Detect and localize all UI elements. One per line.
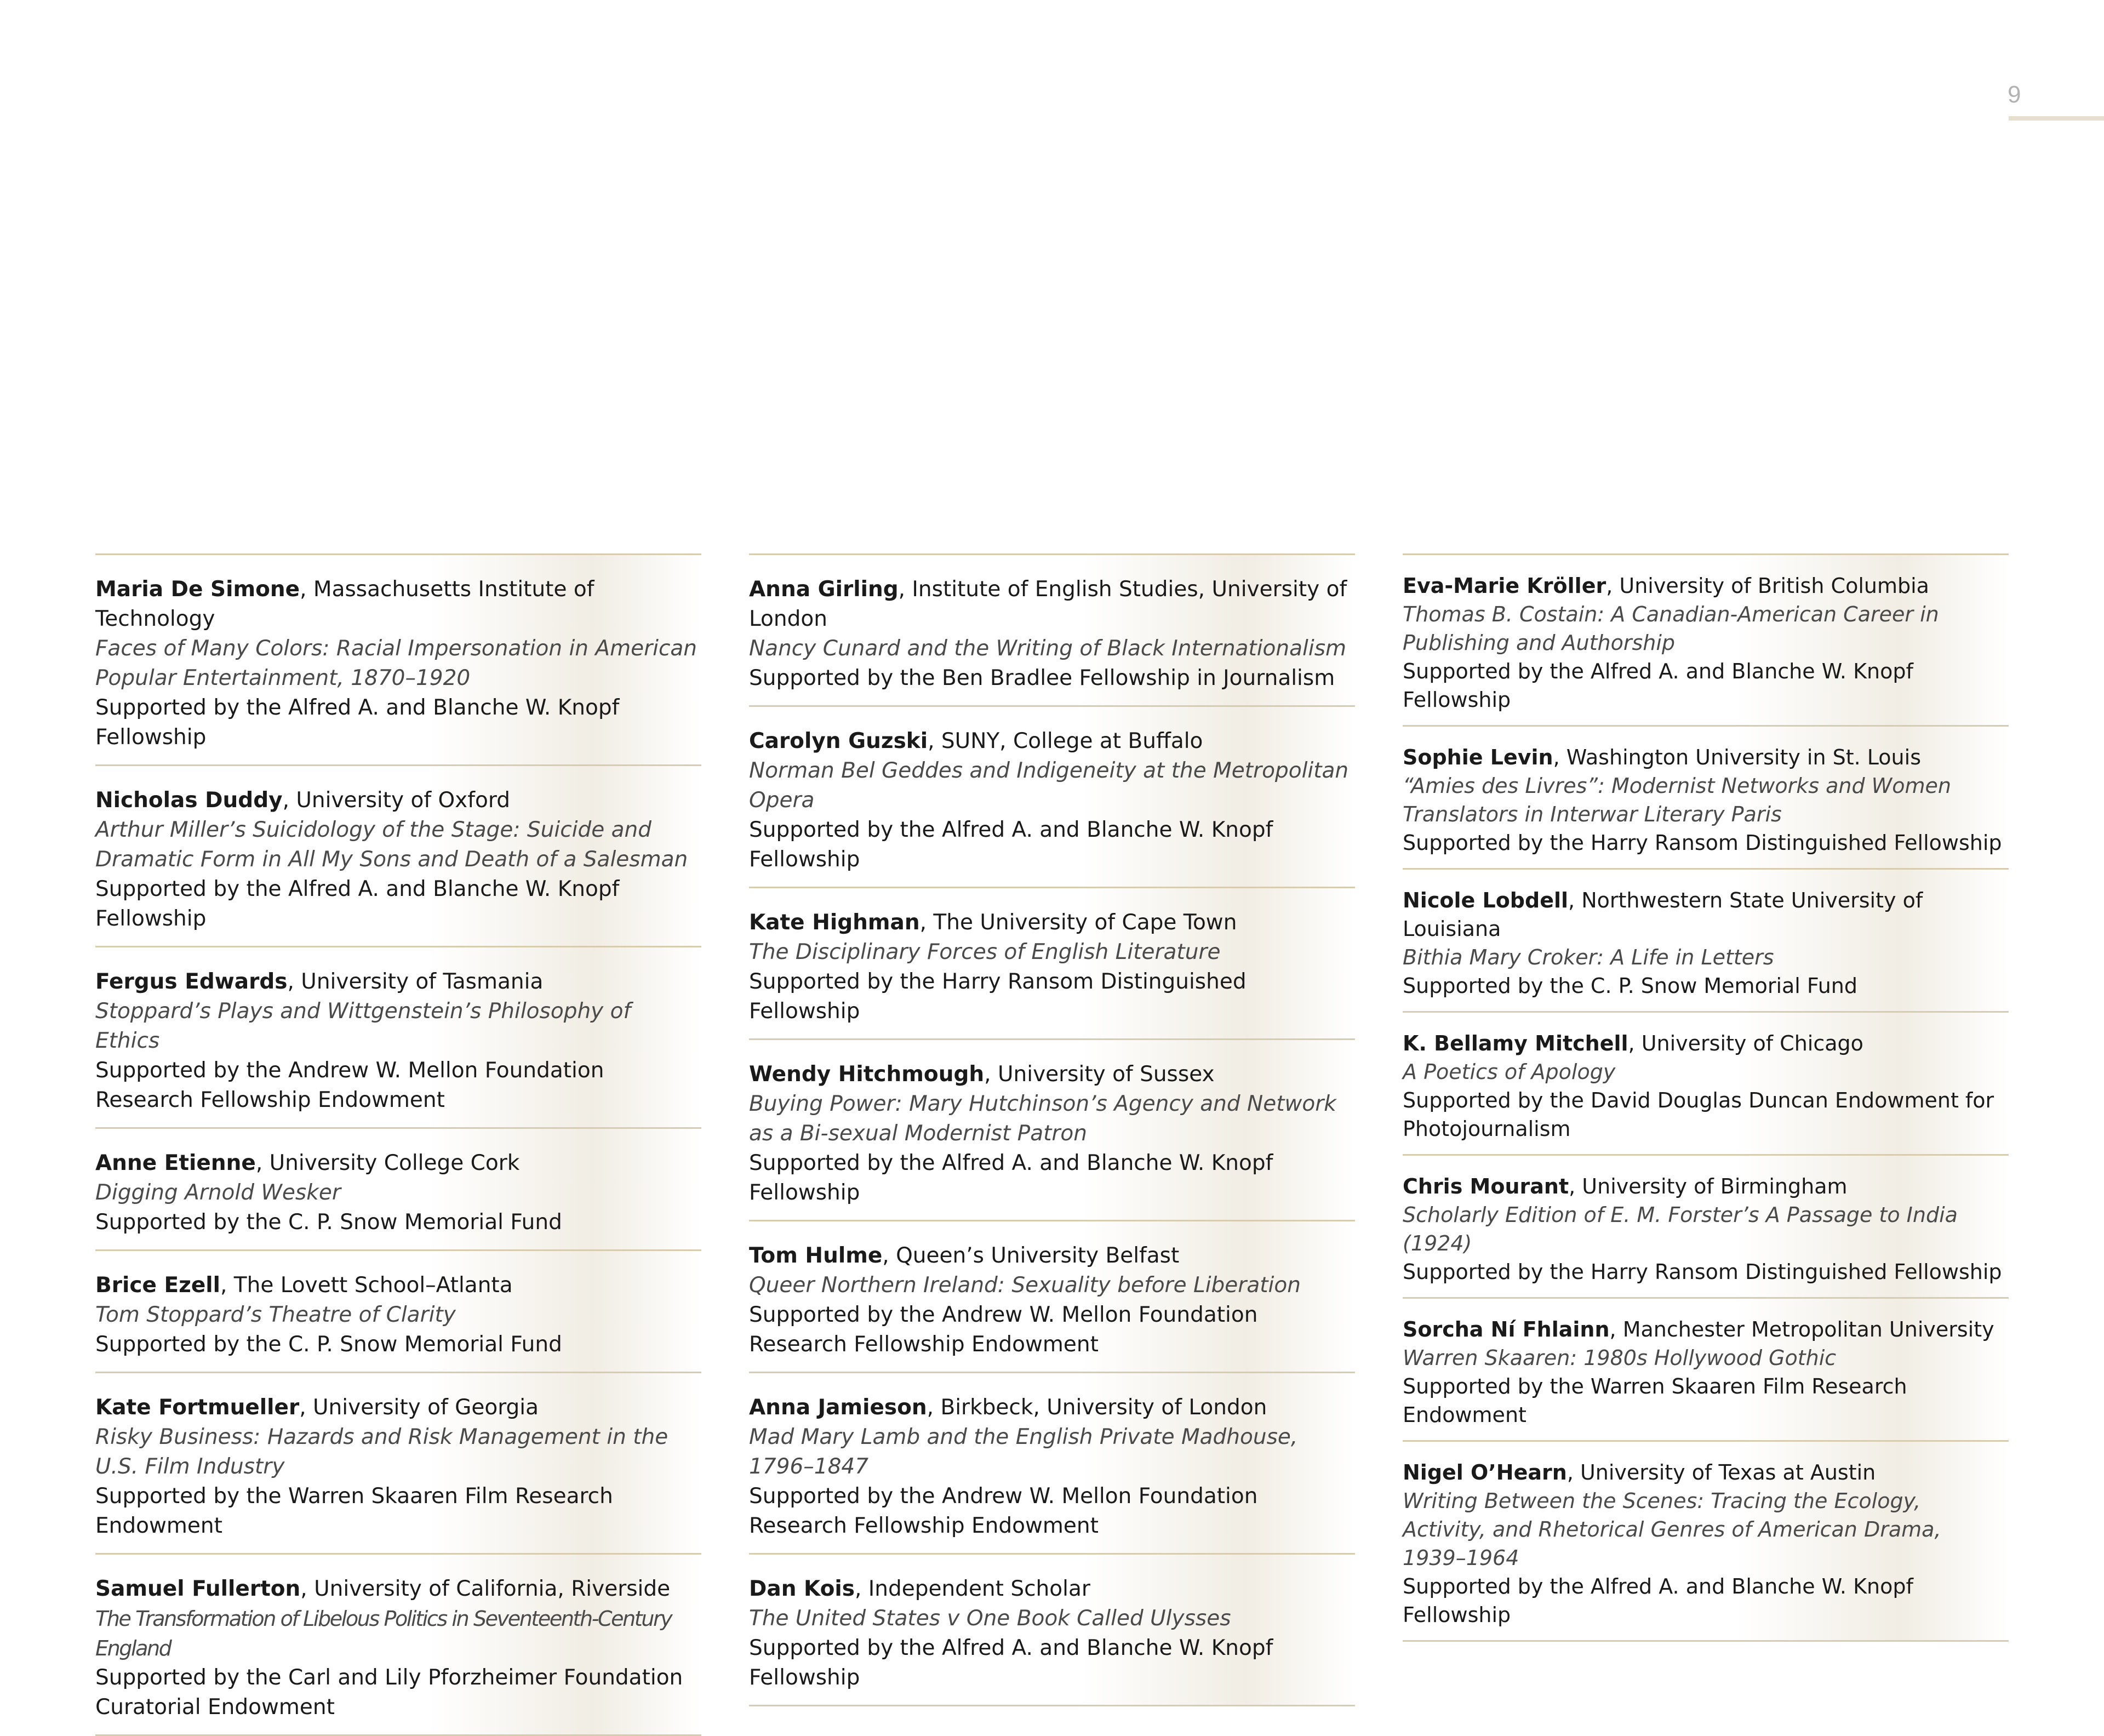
fellow-entry bbox=[1403, 553, 2009, 725]
project-title: A Poetics of Apology bbox=[1403, 1060, 1616, 1084]
fellow-name: Sophie Levin bbox=[1403, 745, 1553, 769]
fellow-entry bbox=[1403, 1154, 2009, 1297]
fellow-entry bbox=[1403, 1011, 2009, 1154]
fellowship-support: Supported by the Carl and Lily Pforzheimer Foundation Curatorial Endowment bbox=[95, 1665, 683, 1720]
fellow-entry bbox=[95, 1249, 701, 1372]
project-title: Norman Bel Geddes and Indigeneity at the Metropolitan Opera bbox=[749, 758, 1349, 813]
fellow-entry bbox=[95, 553, 701, 764]
fellow-affiliation: , Manchester Metropolitan University bbox=[1609, 1317, 1994, 1341]
fellow-entry bbox=[95, 1127, 701, 1249]
fellowship-support: Supported by the C. P. Snow Memorial Fund bbox=[95, 1210, 562, 1235]
project-title: Scholarly Edition of E. M. Forster’s A Passage to India (1924) bbox=[1403, 1203, 1958, 1255]
fellowship-support: Supported by the C. P. Snow Memorial Fund bbox=[1403, 974, 1857, 998]
fellow-name: Kate Highman bbox=[749, 910, 920, 935]
fellow-entry bbox=[1403, 868, 2009, 1011]
fellow-name: Maria De Simone bbox=[95, 577, 300, 602]
fellow-name: Dan Kois bbox=[749, 1577, 855, 1601]
fellow-entry bbox=[95, 764, 701, 946]
fellowship-support: Supported by the Warren Skaaren Film Research Endowment bbox=[95, 1484, 613, 1538]
fellow-entry bbox=[1403, 725, 2009, 868]
fellowship-support: Supported by the Harry Ransom Distinguished Fellowship bbox=[1403, 831, 2002, 855]
fellowship-support: Supported by the Andrew W. Mellon Foundation Research Fellowship Endowment bbox=[95, 1058, 604, 1112]
project-title: Stoppard’s Plays and Wittgenstein’s Philosophy of Ethics bbox=[95, 999, 631, 1053]
fellow-name: K. Bellamy Mitchell bbox=[1403, 1031, 1628, 1055]
fellow-affiliation: , University of Oxford bbox=[282, 788, 510, 813]
page-number-rule bbox=[2009, 116, 2104, 121]
fellowship-support: Supported by the C. P. Snow Memorial Fund bbox=[95, 1332, 562, 1357]
fellow-entry bbox=[749, 705, 1355, 887]
project-title: Warren Skaaren: 1980s Hollywood Gothic bbox=[1403, 1346, 1837, 1370]
fellow-name: Anna Jamieson bbox=[749, 1395, 927, 1420]
fellow-affiliation: , University of Tasmania bbox=[287, 969, 544, 994]
fellowship-support: Supported by the Alfred A. and Blanche W. Knopf Fellowship bbox=[95, 695, 620, 750]
fellow-affiliation: , University of Texas at Austin bbox=[1566, 1460, 1876, 1484]
fellow-entry bbox=[1403, 1297, 2009, 1440]
fellows-column-2 bbox=[749, 553, 1355, 1706]
fellowship-support: Supported by the Alfred A. and Blanche W. Knopf Fellowship bbox=[749, 818, 1273, 872]
fellow-name: Samuel Fullerton bbox=[95, 1577, 301, 1601]
fellow-entry bbox=[95, 1372, 701, 1553]
fellow-affiliation: , Massachusetts Institute of Technology bbox=[95, 577, 594, 631]
project-title: Risky Business: Hazards and Risk Management in the U.S. Film Industry bbox=[95, 1425, 668, 1479]
fellow-name: Wendy Hitchmough bbox=[749, 1062, 985, 1087]
fellow-name: Kate Fortmueller bbox=[95, 1395, 300, 1420]
fellow-affiliation: , University of Georgia bbox=[299, 1395, 539, 1420]
fellowship-support: Supported by the Warren Skaaren Film Research Endowment bbox=[1403, 1374, 1907, 1427]
fellowship-support: Supported by the Harry Ransom Distinguished Fellowship bbox=[1403, 1260, 2002, 1284]
fellow-name: Eva-Marie Kröller bbox=[1403, 574, 1606, 598]
fellow-entry bbox=[749, 1553, 1355, 1706]
project-title: Bithia Mary Croker: A Life in Letters bbox=[1403, 945, 1774, 969]
fellow-name: Nicholas Duddy bbox=[95, 788, 283, 813]
fellows-column-1 bbox=[95, 553, 701, 1736]
fellow-affiliation: , Queen’s University Belfast bbox=[882, 1243, 1180, 1268]
fellowship-support: Supported by the Andrew W. Mellon Foundation Research Fellowship Endowment bbox=[749, 1484, 1258, 1538]
fellow-affiliation: , Institute of English Studies, University of London bbox=[749, 577, 1347, 631]
project-title: Tom Stoppard’s Theatre of Clarity bbox=[95, 1303, 456, 1327]
project-title: Arthur Miller’s Suicidology of the Stage: Suicide and Dramatic Form in All My Sons and Death of a Salesman bbox=[95, 818, 688, 872]
fellow-affiliation: , The University of Cape Town bbox=[919, 910, 1237, 935]
fellow-affiliation: , Washington University in St. Louis bbox=[1553, 745, 1921, 769]
fellow-entry bbox=[1403, 1440, 2009, 1642]
fellow-name: Carolyn Guzski bbox=[749, 729, 928, 753]
project-title: Queer Northern Ireland: Sexuality before Liberation bbox=[749, 1273, 1301, 1298]
fellow-name: Sorcha Ní Fhlainn bbox=[1403, 1317, 1610, 1341]
fellow-affiliation: , University of Chicago bbox=[1628, 1031, 1863, 1055]
fellowship-support: Supported by the Alfred A. and Blanche W. Knopf Fellowship bbox=[749, 1151, 1273, 1205]
fellow-name: Chris Mourant bbox=[1403, 1174, 1569, 1198]
fellow-entry bbox=[749, 1220, 1355, 1372]
fellow-affiliation: , Birkbeck, University of London bbox=[927, 1395, 1267, 1420]
fellow-affiliation: , The Lovett School–Atlanta bbox=[220, 1273, 513, 1298]
project-title: The Disciplinary Forces of English Literature bbox=[749, 940, 1221, 964]
fellow-affiliation: , University of Sussex bbox=[984, 1062, 1215, 1087]
project-title: The United States v One Book Called Ulysses bbox=[749, 1606, 1231, 1631]
fellow-affiliation: , University of British Columbia bbox=[1606, 574, 1929, 598]
project-title: Faces of Many Colors: Racial Impersonation in American Popular Entertainment, 1870–1920 bbox=[95, 636, 697, 690]
fellowship-support: Supported by the Alfred A. and Blanche W. Knopf Fellowship bbox=[95, 877, 620, 931]
project-title: Writing Between the Scenes: Tracing the Ecology, Activity, and Rhetorical Genres of American Drama, 1939–1964 bbox=[1403, 1489, 1941, 1570]
fellow-entry bbox=[749, 1038, 1355, 1220]
fellow-affiliation: , University College Cork bbox=[255, 1151, 520, 1175]
fellowship-support: Supported by the Harry Ransom Distinguished Fellowship bbox=[749, 969, 1247, 1024]
fellow-affiliation: , University of Birmingham bbox=[1569, 1174, 1848, 1198]
fellow-name: Anne Etienne bbox=[95, 1151, 256, 1175]
fellow-affiliation: , University of California, Riverside bbox=[300, 1577, 671, 1601]
fellow-affiliation: , Independent Scholar bbox=[854, 1577, 1090, 1601]
project-title: Mad Mary Lamb and the English Private Madhouse, 1796–1847 bbox=[749, 1425, 1298, 1479]
fellow-entry bbox=[749, 1372, 1355, 1553]
fellow-name: Brice Ezell bbox=[95, 1273, 221, 1298]
fellow-entry bbox=[95, 1553, 701, 1736]
fellowship-support: Supported by the Alfred A. and Blanche W. Knopf Fellowship bbox=[749, 1636, 1273, 1690]
project-title: Thomas B. Costain: A Canadian-American Career in Publishing and Authorship bbox=[1403, 602, 1939, 655]
fellow-name: Anna Girling bbox=[749, 577, 899, 602]
fellow-entry bbox=[749, 553, 1355, 705]
fellow-entry bbox=[95, 946, 701, 1127]
fellowship-support: Supported by the David Douglas Duncan Endowment for Photojournalism bbox=[1403, 1088, 1994, 1141]
fellow-affiliation: , Northwestern State University of Louisiana bbox=[1403, 888, 1923, 941]
fellowship-support: Supported by the Alfred A. and Blanche W. Knopf Fellowship bbox=[1403, 659, 1913, 712]
project-title: Digging Arnold Wesker bbox=[95, 1180, 341, 1205]
fellow-name: Tom Hulme bbox=[749, 1243, 883, 1268]
fellows-column-3 bbox=[1403, 553, 2009, 1642]
page-number: 9 bbox=[2008, 81, 2021, 108]
fellow-affiliation: , SUNY, College at Buffalo bbox=[928, 729, 1203, 753]
project-title: “Amies des Livres”: Modernist Networks and Women Translators in Interwar Literary Paris bbox=[1403, 774, 1951, 826]
project-title: Buying Power: Mary Hutchinson’s Agency and Network as a Bi-sexual Modernist Patron bbox=[749, 1092, 1336, 1146]
fellowship-support: Supported by the Alfred A. and Blanche W. Knopf Fellowship bbox=[1403, 1574, 1913, 1627]
project-title: Nancy Cunard and the Writing of Black Internationalism bbox=[749, 636, 1347, 661]
fellow-name: Fergus Edwards bbox=[95, 969, 288, 994]
fellow-name: Nicole Lobdell bbox=[1403, 888, 1569, 912]
fellow-name: Nigel O’Hearn bbox=[1403, 1460, 1567, 1484]
fellowship-support: Supported by the Ben Bradlee Fellowship in Journalism bbox=[749, 666, 1335, 690]
project-title: The Transformation of Libelous Politics in Seventeenth-Century England bbox=[95, 1607, 672, 1660]
fellowship-support: Supported by the Andrew W. Mellon Foundation Research Fellowship Endowment bbox=[749, 1303, 1258, 1357]
fellow-entry bbox=[749, 887, 1355, 1038]
